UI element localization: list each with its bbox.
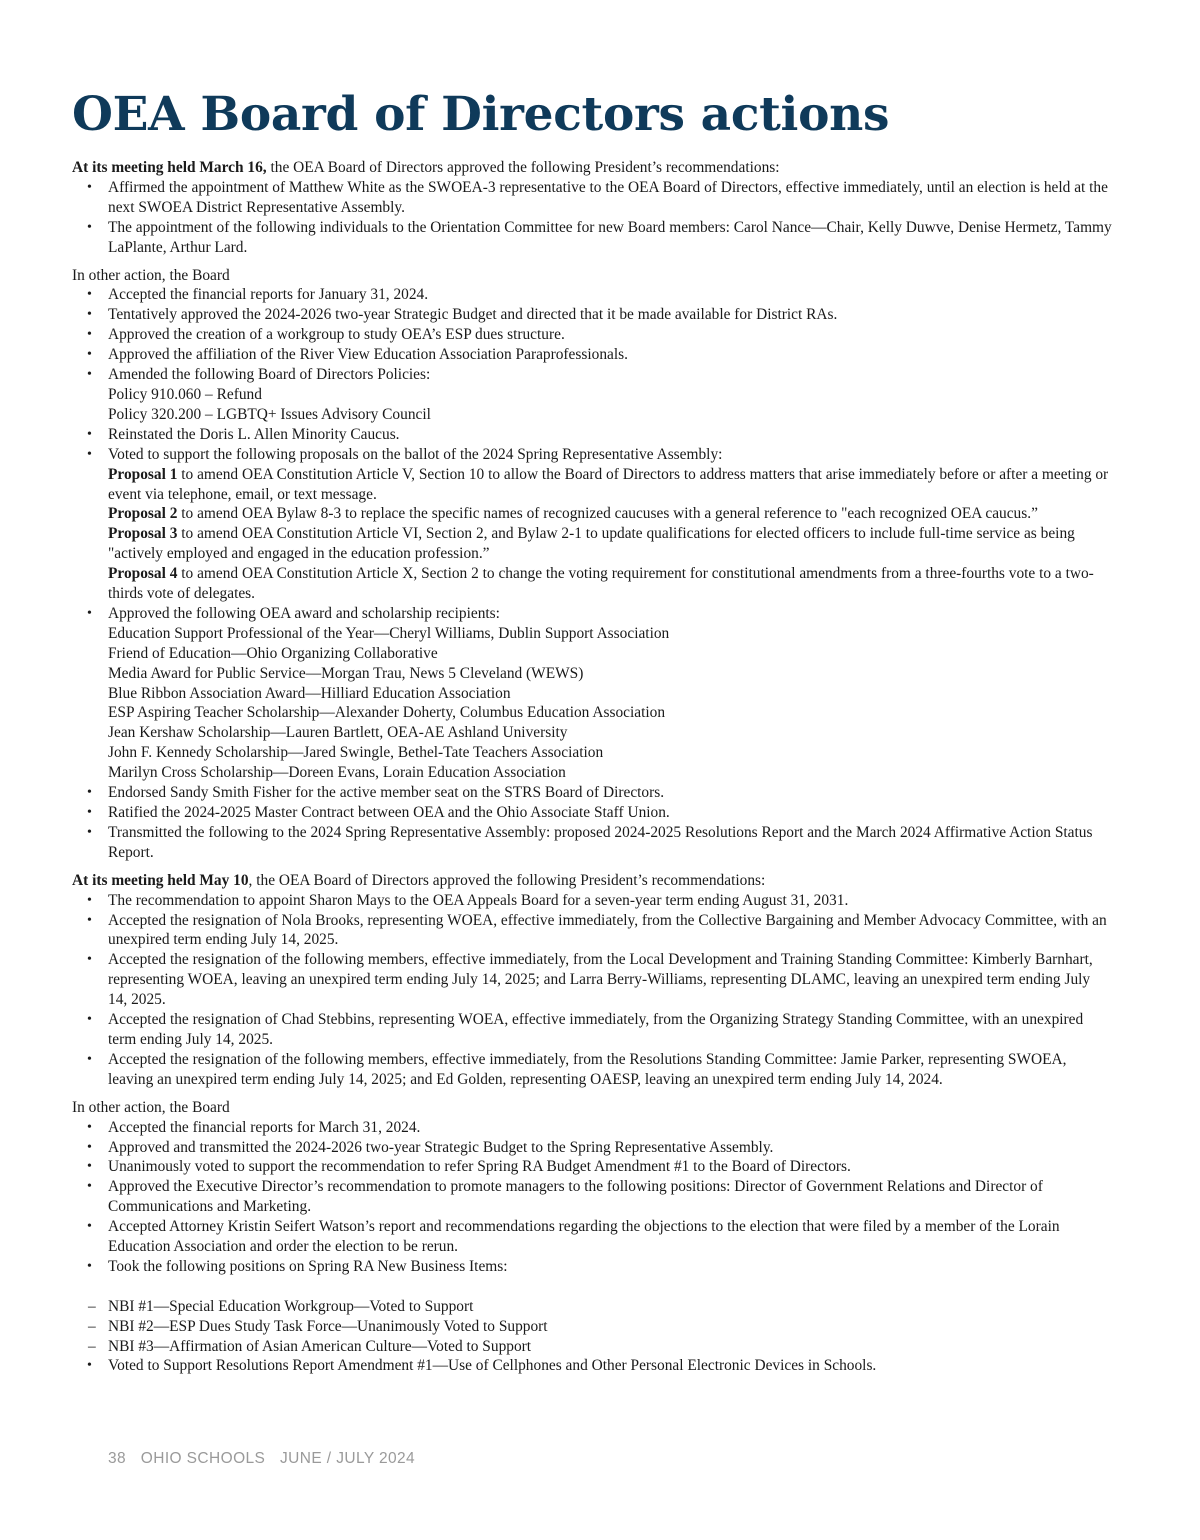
- march-meeting-date: At its meeting held March 16,: [72, 159, 267, 176]
- policy-line: Policy 320.200 – LGBTQ+ Issues Advisory Council: [108, 405, 431, 423]
- list-item-proposals: [72, 445, 1112, 604]
- list-item: • Unanimously voted to support the recommendation to refer Spring RA Budget Amendment #1 to the Board of Directors.: [72, 1157, 1112, 1177]
- proposals-intro: • Voted to support the following proposals on the ballot of the 2024 Spring Representative Assembly:: [108, 445, 723, 463]
- may-meeting-intro: At its meeting held May 10, the OEA Board of Directors approved the following President’s recommendations:: [72, 871, 766, 889]
- list-item: • Approved the affiliation of the River View Education Association Paraprofessionals.: [72, 345, 1112, 365]
- list-item: • Accepted the resignation of Chad Stebbins, representing WOEA, effective immediately, from the Organizing Strategy Standing Committee, with an unexpired term ending July 14, 2025.: [72, 1010, 1112, 1050]
- page-title: OEA Board of Directors actions: [72, 87, 890, 142]
- proposal-1: Proposal 1 to amend OEA Constitution Article V, Section 10 to allow the Board of Directors to address matters that arise immediately before or after a meeting or event via telephone, email, or text message.: [108, 465, 1109, 503]
- list-item: • Accepted the financial reports for January 31, 2024.: [72, 285, 1112, 305]
- may-other-list: [72, 1118, 1112, 1377]
- list-item: • Accepted the financial reports for March 31, 2024.: [72, 1118, 1112, 1138]
- article: [72, 87, 1112, 1376]
- march-other-list: [72, 285, 1112, 862]
- proposal-4: Proposal 4 to amend OEA Constitution Article X, Section 2 to change the voting requirement for constitutional amendments from a three-fourths vote to a two-thirds vote of delegates.: [108, 565, 1094, 603]
- page-number: 38: [108, 1450, 127, 1467]
- list-item: • The appointment of the following individuals to the Orientation Committee for new Board members: Carol Nance—Chair, Kelly Duwve, Denise Hermetz, Tammy LaPlante, Arthur Lard.: [72, 218, 1112, 258]
- march-meeting-intro: At its meeting held March 16, the OEA Board of Directors approved the following President’s recommendations:: [72, 159, 780, 176]
- nbi-list: [108, 1278, 1112, 1357]
- nbi-line: – NBI #1—Special Education Workgroup—Voted to Support: [88, 1297, 1112, 1317]
- publication-name: OHIO SCHOOLS: [140, 1450, 266, 1467]
- list-item: • Accepted the resignation of the following members, effective immediately, from the Local Development and Training Standing Committee: Kimberly Barnhart, representing WOEA, leaving an unexpired term ending July 14, 2025; and Larra Berry-Williams, representing DLAMC, leaving an unexpired term ending July 14, 2025.: [72, 950, 1112, 1010]
- may-other-action-label: In other action, the Board: [72, 1098, 230, 1116]
- issue-date: JUNE / JULY 2024: [280, 1450, 416, 1467]
- list-item: • Endorsed Sandy Smith Fisher for the active member seat on the STRS Board of Directors.: [72, 783, 1112, 803]
- policy-line: Policy 910.060 – Refund: [108, 385, 262, 403]
- page-footer: [108, 1450, 415, 1468]
- nbi-line: – NBI #3—Affirmation of Asian American Culture—Voted to Support: [88, 1337, 1112, 1357]
- award-line: Blue Ribbon Association Award—Hilliard Education Association: [108, 684, 511, 702]
- list-item: • Approved the Executive Director’s recommendation to promote managers to the following positions: Director of Government Relations and Director of Communications and Marketing.: [72, 1177, 1112, 1217]
- list-item: • Reinstated the Doris L. Allen Minority Caucus.: [72, 425, 1112, 445]
- list-item: • Accepted Attorney Kristin Seifert Watson’s report and recommendations regarding the objections to the election that were filed by a member of the Lorain Education Association and order the election to be rerun.: [72, 1217, 1112, 1257]
- list-item: • Accepted the resignation of Nola Brooks, representing WOEA, effective immediately, from the Collective Bargaining and Member Advocacy Committee, with an unexpired term ending July 14, 2025.: [72, 911, 1112, 951]
- list-item-policies: [72, 365, 1112, 425]
- list-item: • Accepted the resignation of the following members, effective immediately, from the Resolutions Standing Committee: Jamie Parker, representing SWOEA, leaving an unexpired term ending July 14, 2025; and Ed Golden, representing OAESP, leaving an unexpired term ending July 14, 2024.: [72, 1050, 1112, 1090]
- list-item: • Transmitted the following to the 2024 Spring Representative Assembly: proposed 2024-2025 Resolutions Report and the March 2024 Affirmative Action Status Report.: [72, 823, 1112, 863]
- list-item: • Voted to Support Resolutions Report Amendment #1—Use of Cellphones and Other Personal Electronic Devices in Schools.: [72, 1356, 1112, 1376]
- may-president-list: [72, 891, 1112, 1090]
- list-item: • Affirmed the appointment of Matthew White as the SWOEA-3 representative to the OEA Board of Directors, effective immediately, until an election is held at the next SWOEA District Representative Assembly.: [72, 178, 1112, 218]
- proposal-3: Proposal 3 to amend OEA Constitution Article VI, Section 2, and Bylaw 2-1 to update qualifications for elected officers to include full-time service as being "actively employed and engaged in the education profession.”: [108, 525, 1075, 563]
- march-president-list: [72, 178, 1112, 258]
- list-item-awards: [72, 604, 1112, 783]
- list-item: • Tentatively approved the 2024-2026 two-year Strategic Budget and directed that it be made available for District RAs.: [72, 305, 1112, 325]
- nbi-intro: • Took the following positions on Spring RA New Business Items:: [108, 1257, 508, 1275]
- award-line: Media Award for Public Service—Morgan Trau, News 5 Cleveland (WEWS): [108, 664, 584, 682]
- awards-intro: • Approved the following OEA award and scholarship recipients:: [108, 604, 500, 622]
- list-item: • Approved and transmitted the 2024-2026 two-year Strategic Budget to the Spring Representative Assembly.: [72, 1138, 1112, 1158]
- proposal-2: Proposal 2 to amend OEA Bylaw 8-3 to replace the specific names of recognized caucuses with a general reference to "each recognized OEA caucus.”: [108, 505, 1038, 523]
- list-item-nbi: [72, 1257, 1112, 1357]
- may-meeting-date: At its meeting held May 10: [72, 871, 249, 889]
- march-other-action-label: In other action, the Board: [72, 266, 230, 284]
- award-line: John F. Kennedy Scholarship—Jared Swingle, Bethel-Tate Teachers Association: [108, 744, 604, 762]
- list-item: • The recommendation to appoint Sharon Mays to the OEA Appeals Board for a seven-year term ending August 31, 2031.: [72, 891, 1112, 911]
- award-line: Education Support Professional of the Year—Cheryl Williams, Dublin Support Association: [108, 624, 670, 642]
- award-line: Friend of Education—Ohio Organizing Collaborative: [108, 644, 438, 662]
- nbi-line: – NBI #2—ESP Dues Study Task Force—Unanimously Voted to Support: [88, 1317, 1112, 1337]
- award-line: Marilyn Cross Scholarship—Doreen Evans, Lorain Education Association: [108, 764, 566, 782]
- award-line: Jean Kershaw Scholarship—Lauren Bartlett, OEA-AE Ashland University: [108, 724, 568, 742]
- award-line: ESP Aspiring Teacher Scholarship—Alexander Doherty, Columbus Education Association: [108, 704, 666, 722]
- list-item: • Ratified the 2024-2025 Master Contract between OEA and the Ohio Associate Staff Union.: [72, 803, 1112, 823]
- list-item: • Approved the creation of a workgroup to study OEA’s ESP dues structure.: [72, 325, 1112, 345]
- policies-intro: • Amended the following Board of Directors Policies:: [108, 366, 431, 384]
